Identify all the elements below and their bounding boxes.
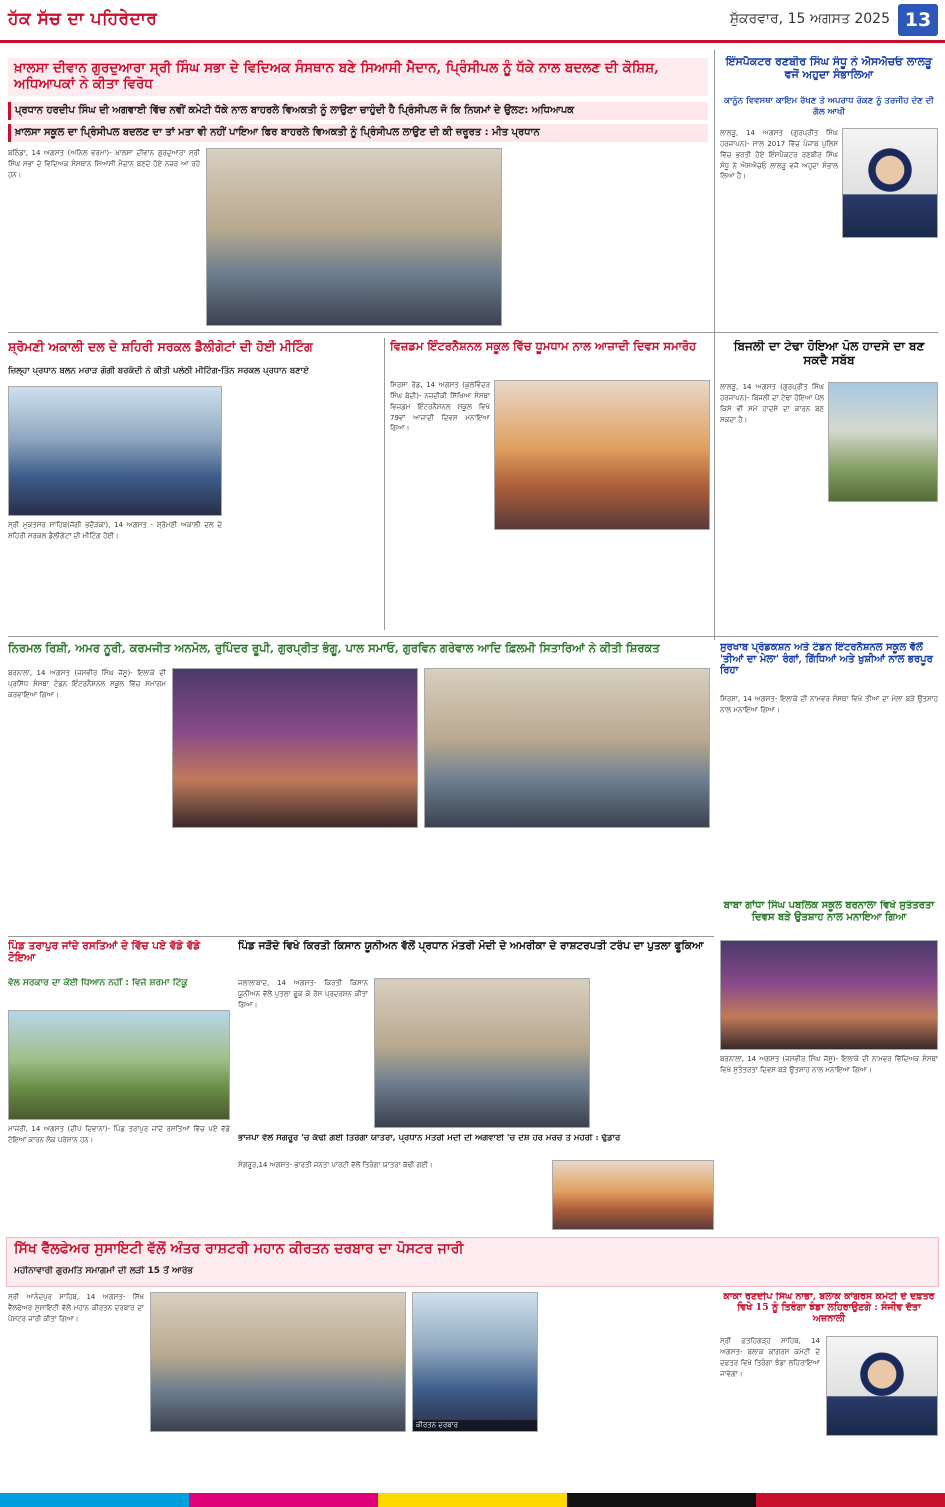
kisan-body: ਜਲਾਲਾਬਾਦ, 14 ਅਗਸਤ- ਕਿਰਤੀ ਕਿਸਾਨ ਯੂਨੀਅਨ ਵੱਲੋਂ ਪੁਤਲਾ ਫੂਕ ਕੇ ਰੋਸ ਪ੍ਰਦਰਸ਼ਨ ਕੀਤਾ ਗਿਆ। <box>238 979 368 1009</box>
sikh-welfare-body-column <box>544 1292 710 1488</box>
baba-headline: ਬਾਬਾ ਗਾਂਧਾ ਸਿੰਘ ਪਬਲਿਕ ਸਕੂਲ ਬਰਨਾਲਾ ਵਿਖੇ ਸੁਤੰਤਰਤਾ ਦਿਵਸ ਬੜੇ ਉਤਸ਼ਾਹ ਨਾਲ ਮਨਾਇਆ ਗਿਆ <box>723 900 935 923</box>
bjp-headline: ਭਾਜਪਾ ਵੱਲੋਂ ਸੰਗਰੂਰ 'ਚ ਕੱਢੀ ਗਈ ਤਿਰੰਗਾ ਯਾਤਰਾ, ਪ੍ਰਧਾਨ ਮੰਤਰੀ ਮੋਦੀ ਦੀ ਅਗਵਾਈ 'ਚ ਦੇਸ਼ ਹਰ ਮੋਰਚੇ ਤੇ ਮੋਹਰੀ : ਢੁੱਡਾਰ <box>238 1134 621 1143</box>
khalsa-headline: ਖ਼ਾਲਸਾ ਦੀਵਾਨ ਗੁਰਦੁਆਰਾ ਸ੍ਰੀ ਸਿੰਘ ਸਭਾ ਦੇ ਵਿਦਿਅਕ ਸੰਸਥਾਨ ਬਣੇ ਸਿਆਸੀ ਮੈਦਾਨ, ਪ੍ਰਿੰਸੀਪਲ ਨੂੰ ਧੱਕੇ ਨਾਲ ਬਦਲਣ ਦੀ ਕੋਸ਼ਿਸ਼, ਅਧਿਆਪਕਾਂ ਨੇ ਕੀਤਾ ਵਿਰੋਧ <box>8 58 708 96</box>
wisdom-headline: ਵਿਜ਼ਡਮ ਇੰਟਰਨੈਸ਼ਨਲ ਸਕੂਲ ਵਿੱਚ ਧੂਮਧਾਮ ਨਾਲ ਆਜ਼ਾਦੀ ਦਿਵਸ ਸਮਾਰੋਹ <box>390 340 697 353</box>
tarapur-headline: ਪਿੰਡ ਤਰਾਪੁਰ ਜਾਂਦੇ ਰਸਤਿਆਂ ਦੇ ਵਿੱਚ ਪਏ ਵੱਡੇ ਵੱਡੇ ਟੋਇਆ <box>8 940 201 965</box>
inspector-sub: ਕਾਨੂੰਨ ਵਿਵਸਥਾ ਕਾਇਮ ਰੱਖਣ ਤੇ ਅਪਰਾਧ ਰੋਕਣ ਨੂੰ ਤਰਜੀਹ ਦੇਣ ਦੀ ਗੱਲ ਆਖੀ <box>724 96 934 118</box>
khalsa-body-continued <box>508 148 708 326</box>
sikh-welfare-headline: ਸਿੱਖ ਵੈੱਲਫੇਅਰ ਸੁਸਾਇਟੀ ਵੱਲੋਂ ਅੰਤਰ ਰਾਸ਼ਟਰੀ ਮਹਾਨ ਕੀਰਤਨ ਦਰਬਾਰ ਦਾ ਪੋਸਟਰ ਜਾਰੀ <box>14 1241 464 1257</box>
row-divider <box>8 636 938 637</box>
akali-body: ਸ੍ਰੀ ਮੁਕਤਸਰ ਸਾਹਿਬ(ਜੱਗੀ ਭਦੌੜਕਾ), 14 ਅਗਸਤ - ਸ਼੍ਰੋਮਣੀ ਅਕਾਲੀ ਦਲ ਦੇ ਸ਼ਹਿਰੀ ਸਰਕਲ ਡੈਲੀਗੇਟਾਂ ਦੀ ਮੀਟਿੰਗ ਹੋਈ। <box>8 521 222 540</box>
sikh-welfare-photo-2 <box>412 1292 538 1432</box>
column-divider <box>384 338 385 630</box>
inspector-body-continued <box>720 240 938 330</box>
masthead-date: ਸ਼ੁੱਕਰਵਾਰ, 15 ਅਗਸਤ 2025 <box>729 11 890 27</box>
inspector-portrait <box>842 128 938 238</box>
teeyan-body: ਸਿਰਸਾ, 14 ਅਗਸਤ- ਇਲਾਕੇ ਦੀ ਨਾਮਵਰ ਸੰਸਥਾ ਵਿਖੇ ਤੀਆਂ ਦਾ ਮੇਲਾ ਬੜੇ ਉਤਸ਼ਾਹ ਨਾਲ ਮਨਾਇਆ ਗਿਆ। <box>720 695 938 714</box>
sikh-welfare-photo-1 <box>150 1292 406 1432</box>
wisdom-photo <box>494 380 710 530</box>
teeyan-headline: ਸੁਰਖਾਬ ਪ੍ਰੋਡਕਸ਼ਨ ਅਤੇ ਟੰਡਨ ਇੰਟਰਨੈਸ਼ਨਲ ਸਕੂਲ ਵੱਲੋਂ 'ਤੀਆਂ ਦਾ ਮੇਲਾ' ਰੰਗਾਂ, ਗਿੱਧਿਆਂ ਅਤੇ ਖੁਸ਼ੀਆਂ ਨਾਲ ਭਰਪੂਰ ਰਿਹਾ <box>720 642 933 676</box>
wisdom-body: ਸਿਰਸਾ ਰੋਡ, 14 ਅਗਸਤ (ਕੁਲਵਿੰਦਰ ਸਿੰਘ ਬੇਦੀ)- ਨਜ਼ਦੀਕੀ ਸਿੱਖਿਆ ਸੰਸਥਾ ਵਿਜ਼ਡਮ ਇੰਟਰਨੈਸ਼ਨਲ ਸਕੂਲ ਵਿਖੇ 79ਵਾਂ ਆਜ਼ਾਦੀ ਦਿਵਸ ਮਨਾਇਆ ਗਿਆ। <box>390 381 490 433</box>
inspector-body: ਲਾਲੜੂ, 14 ਅਗਸਤ (ਗੁਰਪ੍ਰੀਤ ਸਿੰਘ ਹਰਜਾਪਨ)- ਸਾਲ 2017 ਵਿੱਚ ਪੰਜਾਬ ਪੁਲਿਸ ਵਿੱਚ ਭਰਤੀ ਹੋਏ ਇੰਸਪੈਕਟਰ ਰਣਬੀਰ ਸਿੰਘ ਸੰਧੂ ਨੇ ਐਸਐਚਓ ਲਾਲੜੂ ਵਜੋਂ ਅਹੁਦਾ ਸੰਭਾਲ ਲਿਆ ਹੈ। <box>720 129 838 181</box>
tarapur-sub: ਵੱਲ ਸਰਕਾਰ ਦਾ ਕੋਈ ਧਿਆਨ ਨਹੀਂ : ਵਿਜੇ ਸ਼ਰਮਾ ਟਿੰਕੂ <box>8 978 188 988</box>
stars-photo-2 <box>424 668 710 828</box>
sikh-welfare-photo-label: ਕੀਰਤਨ ਦਰਬਾਰ <box>413 1420 537 1431</box>
kisan-photo <box>374 978 590 1128</box>
bijli-body-continued <box>720 508 938 630</box>
stars-headline: ਨਿਰਮਲ ਰਿਸ਼ੀ, ਅਮਰ ਨੂਰੀ, ਕਰਮਜੀਤ ਅਨਮੋਲ, ਰੁਪਿੰਦਰ ਰੂਪੀ, ਗੁਰਪ੍ਰੀਤ ਭੰਗੂ, ਪਾਲ ਸਮਾਓ, ਗੁਰਵਿਨ ਗਰੇਵਾਲ ਆਦਿ ਫ਼ਿਲਮੀ ਸਿਤਾਰਿਆਂ ਨੇ ਕੀਤੀ ਸ਼ਿਰਕਤ <box>8 642 660 655</box>
color-registration-bar <box>0 1493 945 1507</box>
khalsa-body: ਬਠਿੰਡਾ, 14 ਅਗਸਤ (ਅਨਿਲ ਵਰਮਾ)- ਖ਼ਾਲਸਾ ਦੀਵਾਨ ਗੁਰਦੁਆਰਾ ਸ੍ਰੀ ਸਿੰਘ ਸਭਾ ਦੇ ਵਿਦਿਅਕ ਸੰਸਥਾਨ ਸਿਆਸੀ ਮੈਦਾਨ ਬਣਦੇ ਹੋਏ ਨਜ਼ਰ ਆ ਰਹੇ ਹਨ। <box>8 149 200 179</box>
sikh-welfare-sub: ਮਹੀਨਾਵਾਰੀ ਗੁਰਮਤਿ ਸਮਾਗਮਾਂ ਦੀ ਲੜੀ 15 ਤੋਂ ਆਰੰਭ <box>14 1266 193 1276</box>
bjp-photo <box>552 1160 714 1230</box>
bijli-headline: ਬਿਜਲੀ ਦਾ ਟੇਢਾ ਹੋਇਆ ਪੋਲ ਹਾਦਸੇ ਦਾ ਬਣ ਸਕਦੈ ਸਬੱਬ <box>733 340 925 367</box>
sikh-welfare-body-continued <box>150 1436 538 1488</box>
congress-headline: ਕਾਕਾ ਰਣਦੀਪ ਸਿੰਘ ਨਾਭਾ, ਬਲਾਕ ਕਾਂਗਰਸ ਕਮੇਟੀ ਦੇ ਦਫ਼ਤਰ ਵਿਖੇ 15 ਨੂੰ ਤਿਰੰਗਾ ਝੰਡਾ ਲਹਿਰਾਉਣਗੇ : ਸੰਜੀਵ ਦੱਤਾ ਅਜ਼ਨਾਲੀ <box>723 1292 935 1324</box>
bijli-body: ਲਾਲੜੂ, 14 ਅਗਸਤ (ਗੁਰਪ੍ਰੀਤ ਸਿੰਘ ਹਰਜਾਪਨ)- ਬਿਜਲੀ ਦਾ ਟੇਢਾ ਹੋਇਆ ਪੋਲ ਕਿਸੇ ਵੀ ਸਮੇਂ ਹਾਦਸੇ ਦਾ ਕਾਰਨ ਬਣ ਸਕਦਾ ਹੈ। <box>720 383 824 424</box>
kisan-headline: ਪਿੰਡ ਜੜੌਦੇ ਵਿਖੇ ਕਿਰਤੀ ਕਿਸਾਨ ਯੂਨੀਅਨ ਵੱਲੋਂ ਪ੍ਰਧਾਨ ਮੰਤਰੀ ਮੋਦੀ ਦੇ ਅਮਰੀਕਾ ਦੇ ਰਾਸ਼ਟਰਪਤੀ ਟਰੰਪ ਦਾ ਪੁਤਲਾ ਫੂਕਿਆ <box>238 940 704 952</box>
kisan-body-continued <box>596 978 714 1128</box>
baba-photo <box>720 940 938 1050</box>
inspector-headline: ਇੰਸਪੈਕਟਰ ਰਣਬੀਰ ਸਿੰਘ ਸੰਧੂ ਨੇ ਐਸਐਚਓ ਲਾਲੜੂ ਵਜੋਂ ਅਹੁਦਾ ਸੰਭਾਲਿਆ <box>725 56 933 81</box>
masthead-rule <box>0 40 945 43</box>
stars-body: ਬਰਨਾਲਾ, 14 ਅਗਸਤ (ਜਸਵੀਰ ਸਿੰਘ ਜੱਸੂ)- ਇਲਾਕੇ ਦੀ ਪ੍ਰਸਿੱਧ ਸੰਸਥਾ ਟੰਡਨ ਇੰਟਰਨੈਸ਼ਨਲ ਸਕੂਲ ਵਿੱਚ ਸਮਾਗਮ ਕਰਵਾਇਆ ਗਿਆ। <box>8 669 166 699</box>
row-divider <box>8 936 714 937</box>
sikh-welfare-body: ਸ੍ਰੀ ਆਨੰਦਪੁਰ ਸਾਹਿਬ, 14 ਅਗਸਤ- ਸਿੱਖ ਵੈੱਲਫੇਅਰ ਸੁਸਾਇਟੀ ਵੱਲੋਂ ਮਹਾਨ ਕੀਰਤਨ ਦਰਬਾਰ ਦਾ ਪੋਸਟਰ ਜਾਰੀ ਕੀਤਾ ਗਿਆ। <box>8 1293 144 1323</box>
congress-portrait <box>826 1336 938 1436</box>
akali-body-continued <box>228 386 378 630</box>
khalsa-photo <box>206 148 502 326</box>
stars-body-continued <box>172 834 710 930</box>
stars-photo-1 <box>172 668 418 828</box>
column-divider <box>714 50 715 640</box>
bjp-body: ਸੰਗਰੂਰ,14 ਅਗਸਤ- ਭਾਰਤੀ ਜਨਤਾ ਪਾਰਟੀ ਵੱਲੋਂ ਤਿਰੰਗਾ ਯਾਤਰਾ ਕੱਢੀ ਗਈ। <box>238 1161 433 1169</box>
masthead-name: ਹੱਕ ਸੱਚ ਦਾ ਪਹਿਰੇਦਾਰ <box>8 9 158 29</box>
bijli-photo <box>828 382 938 502</box>
tarapur-body: ਮਾਜਰੀ, 14 ਅਗਸਤ (ਦੀਪ ਦਿਵਾਨਾ)- ਪਿੰਡ ਤਰਾਪੁਰ ਜਾਂਦੇ ਰਸਤਿਆਂ ਵਿੱਚ ਪਏ ਵੱਡੇ ਟੋਇਆਂ ਕਾਰਨ ਲੋਕ ਪਰੇਸ਼ਾਨ ਹਨ। <box>8 1125 230 1144</box>
akali-photo <box>8 386 222 516</box>
akali-sub: ਜ਼ਿਲ੍ਹਾ ਪ੍ਰਧਾਨ ਬਲਨ ਮਰਾੜ ਗੋਗੀ ਬਰਕੰਦੀ ਨੇ ਕੀਤੀ ਪਲੇਠੀ ਮੀਟਿੰਗ-ਤਿੰਨ ਸਰਕਲ ਪ੍ਰਧਾਨ ਬਣਾਏ <box>8 366 309 376</box>
baba-body: ਬਰਨਾਲਾ, 14 ਅਗਸਤ (ਜਸਵੀਰ ਸਿੰਘ ਜੱਸੂ)- ਇਲਾਕੇ ਦੀ ਨਾਮਵਰ ਵਿੱਦਿਅਕ ਸੰਸਥਾ ਵਿਖੇ ਸੁਤੰਤਰਤਾ ਦਿਵਸ ਬੜੇ ਉਤਸ਼ਾਹ ਨਾਲ ਮਨਾਇਆ ਗਿਆ। <box>720 1055 938 1074</box>
khalsa-sub2: ਖ਼ਾਲਸਾ ਸਕੂਲ ਦਾ ਪ੍ਰਿੰਸੀਪਲ ਬਦਲਣ ਦਾ ਤਾਂ ਮਤਾ ਵੀ ਨਹੀਂ ਪਾਇਆ ਫਿਰ ਬਾਹਰਲੇ ਵਿਅਕਤੀ ਨੂੰ ਪ੍ਰਿੰਸੀਪਲ ਲਾਉਣ ਦੀ ਕੀ ਜ਼ਰੂਰਤ : ਮੀਤ ਪ੍ਰਧਾਨ <box>8 124 708 142</box>
akali-headline: ਸ਼੍ਰੋਮਣੀ ਅਕਾਲੀ ਦਲ ਦੇ ਸ਼ਹਿਰੀ ਸਰਕਲ ਡੈਲੀਗੇਟਾਂ ਦੀ ਹੋਈ ਮੀਟਿੰਗ <box>8 340 313 354</box>
wisdom-body-continued <box>390 536 710 630</box>
row-divider <box>8 332 938 333</box>
page-number: 13 <box>898 4 938 36</box>
congress-body: ਸ੍ਰੀ ਫ਼ਤਹਿਗੜ੍ਹ ਸਾਹਿਬ, 14 ਅਗਸਤ- ਬਲਾਕ ਕਾਂਗਰਸ ਕਮੇਟੀ ਦੇ ਦਫ਼ਤਰ ਵਿਖੇ ਤਿਰੰਗਾ ਝੰਡਾ ਲਹਿਰਾਇਆ ਜਾਵੇਗਾ। <box>720 1337 820 1378</box>
tarapur-photo <box>8 1010 230 1120</box>
khalsa-sub1: ਪ੍ਰਧਾਨ ਹਰਦੀਪ ਸਿੰਘ ਦੀ ਅਗਵਾਈ ਵਿੱਚ ਨਵੀਂ ਕਮੇਟੀ ਧੱਕੇ ਨਾਲ ਬਾਹਰਲੇ ਵਿਅਕਤੀ ਨੂੰ ਲਾਉਣਾ ਚਾਹੁੰਦੀ ਹੈ ਪ੍ਰਿੰਸੀਪਲ ਜੋ ਕਿ ਨਿਯਮਾਂ ਦੇ ਉਲਟ: ਅਧਿਆਪਕ <box>8 102 708 120</box>
